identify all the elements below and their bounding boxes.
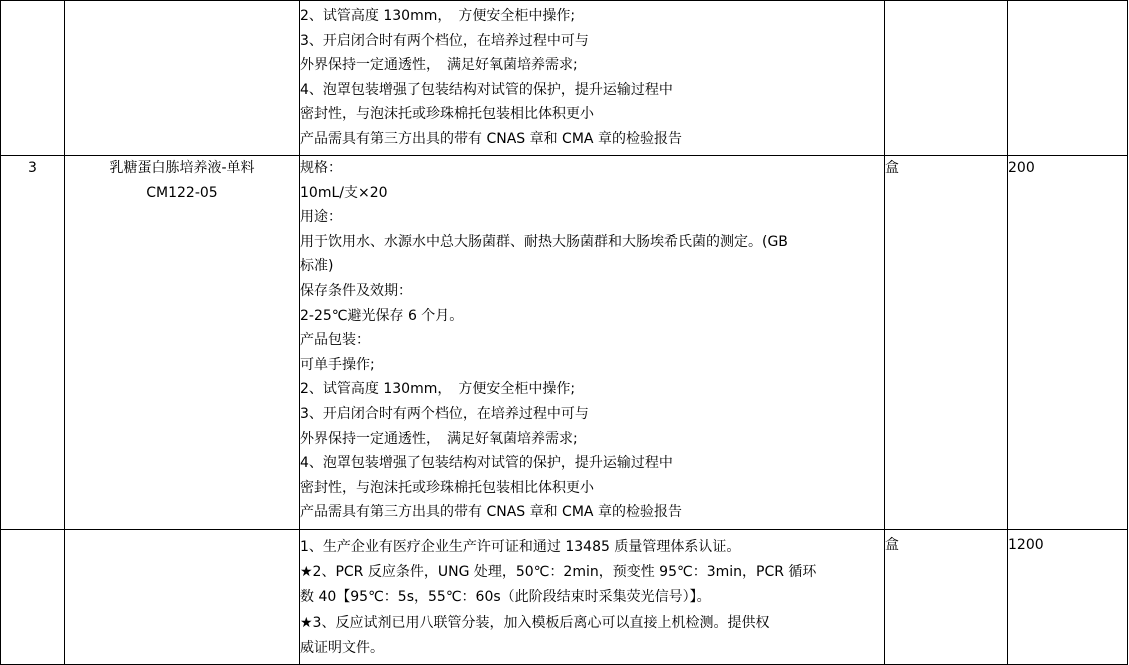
table-row	[1, 156, 1128, 530]
description-line: 可单手操作;	[300, 356, 375, 373]
description-line: 密封性，与泡沫托或珍珠棉托包装相比体积更小	[300, 106, 594, 123]
description-line: 3、开启闭合时有两个档位，在培养过程中可与	[300, 405, 589, 422]
description-line: 10mL/支×20	[300, 184, 388, 201]
unit-cell: 盒	[885, 530, 1008, 665]
description-line: 规格：	[300, 160, 342, 176]
description-line: 产品包装：	[300, 332, 370, 349]
product-name: 乳糖蛋白胨培养液-单料	[109, 160, 255, 176]
quantity-cell: 200	[1008, 156, 1128, 530]
unit-cell: 盒	[885, 156, 1008, 530]
description-line: ★3、反应试剂已用八联管分装，加入模板后离心可以直接上机检测。提供权	[300, 614, 770, 631]
description-line: 1、生产企业有医疗企业生产许可证和通过 13485 质量管理体系认证。	[300, 539, 741, 555]
unit-cell	[885, 1, 1008, 156]
description-line: 产品需具有第三方出具的带有 CNAS 章和 CMA 章的检验报告	[300, 504, 682, 521]
description-line: 2-25℃避光保存 6 个月。	[300, 307, 464, 324]
description-line: 外界保持一定通透性， 满足好氧菌培养需求;	[300, 57, 578, 74]
table-row	[1, 1, 1128, 156]
description-line: 数 40【95℃：5s，55℃：60s（此阶段结束时采集荧光信号）】。	[300, 589, 711, 606]
item-number-cell	[1, 530, 65, 665]
description-line: 外界保持一定通透性， 满足好氧菌培养需求;	[300, 430, 578, 447]
description-line: 3、开启闭合时有两个档位，在培养过程中可与	[300, 32, 589, 49]
description-line: 4、泡罩包装增强了包装结构对试管的保护，提升运输过程中	[300, 455, 673, 472]
quantity-cell: 1200	[1008, 530, 1128, 665]
description-line: 密封性，与泡沫托或珍珠棉托包装相比体积更小	[300, 479, 594, 496]
description-line: 2、试管高度 130mm， 方便安全柜中操作;	[300, 381, 576, 398]
table-row	[1, 530, 1128, 665]
description-line: 保存条件及效期：	[300, 282, 412, 299]
description-line: 4、泡罩包装增强了包装结构对试管的保护，提升运输过程中	[300, 81, 673, 98]
product-name-cell	[65, 530, 300, 665]
description-cell	[300, 1, 885, 156]
item-number-cell: 3	[1, 156, 65, 530]
description-line: ★2、PCR 反应条件，UNG 处理，50℃：2min，预变性 95℃：3min，PCR 循环	[300, 564, 817, 581]
description-line: 产品需具有第三方出具的带有 CNAS 章和 CMA 章的检验报告	[300, 130, 682, 147]
product-code: CM122-05	[146, 184, 218, 201]
description-cell	[300, 530, 885, 665]
product-name-cell	[65, 1, 300, 156]
description-cell	[300, 156, 885, 530]
description-line: 用于饮用水、水源水中总大肠菌群、耐热大肠菌群和大肠埃希氏菌的测定。(GB	[300, 233, 788, 250]
quantity-cell	[1008, 1, 1128, 156]
product-name-cell	[65, 156, 300, 530]
description-line: 威证明文件。	[300, 639, 384, 656]
description-line: 用途：	[300, 209, 342, 226]
description-line: 标准)	[300, 258, 334, 275]
item-number-cell	[1, 1, 65, 156]
description-line: 2、试管高度 130mm， 方便安全柜中操作;	[300, 8, 576, 24]
